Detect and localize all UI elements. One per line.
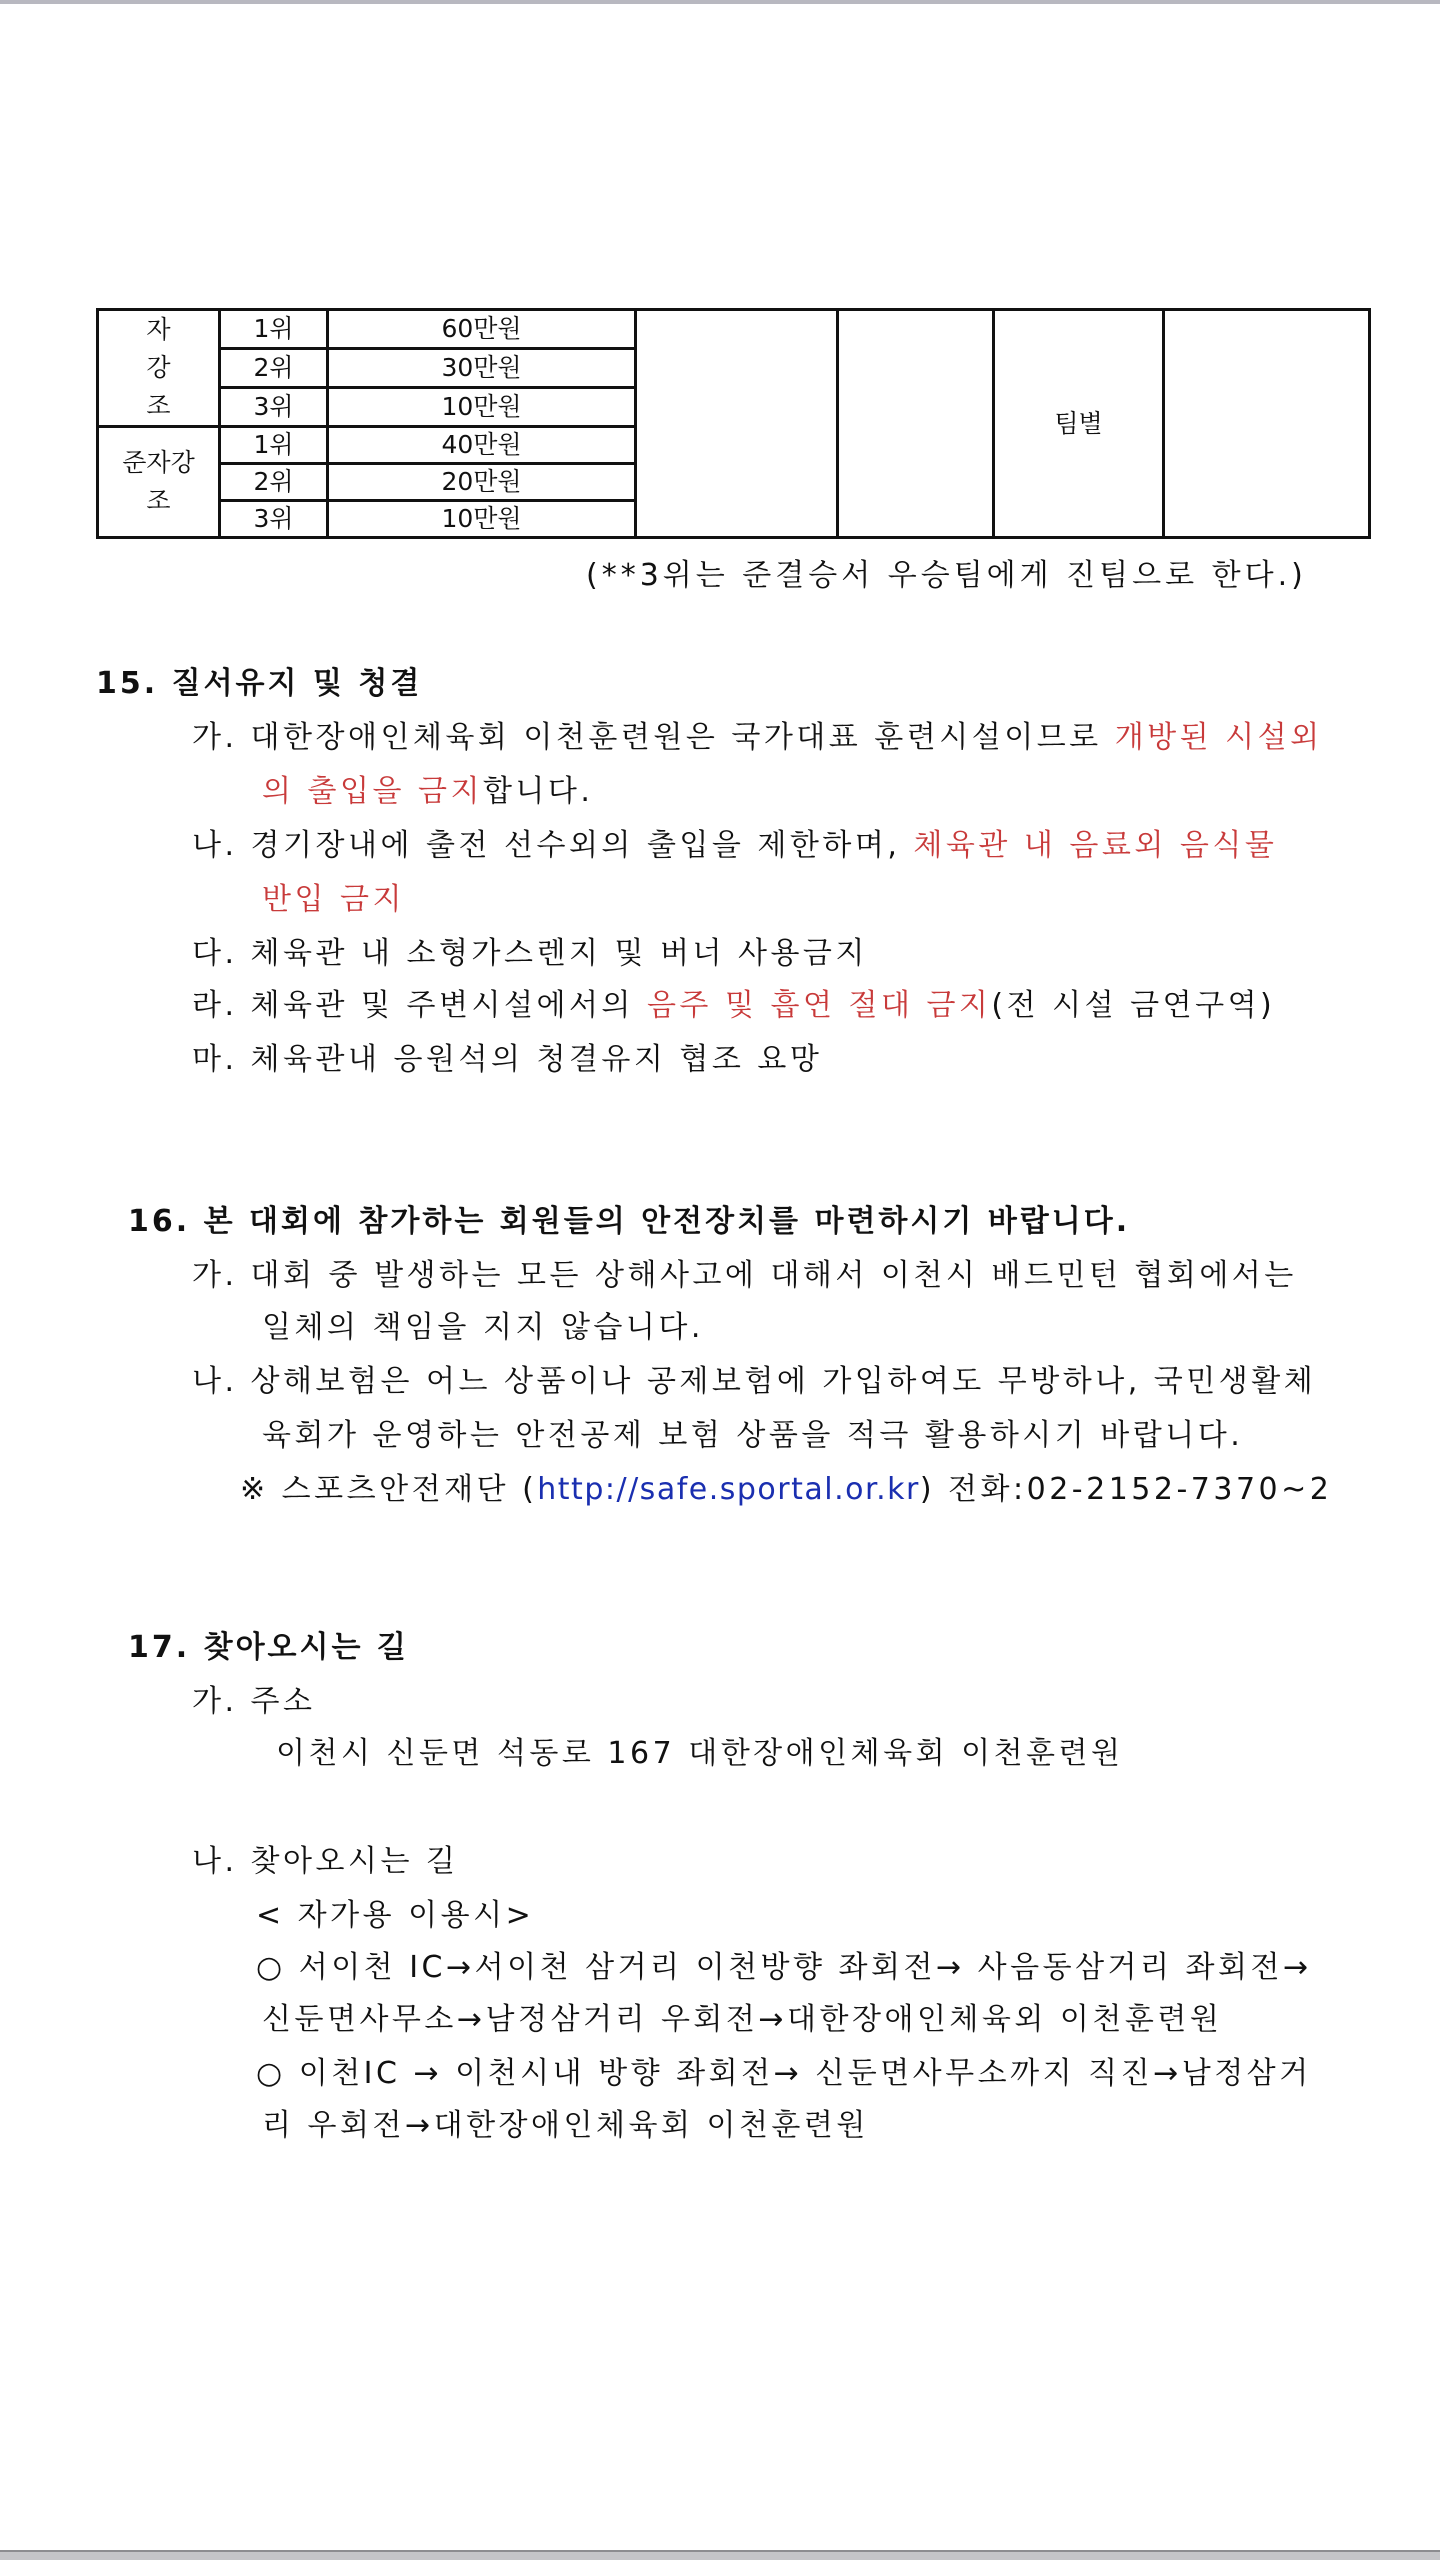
section-16-item-a-line1: 가. 대회 중 발생하는 모든 상해사고에 대해서 이천시 배드민턴 협회에서는 [192, 1258, 1297, 1293]
section-15-item-e: 마. 체육관내 응원석의 청결유지 협조 요망 [192, 1042, 823, 1077]
address-text: 이천시 신둔면 석동로 167 대한장애인체육회 이천훈련원 [276, 1736, 1124, 1771]
route-2-line1: ○ 이천IC → 이천시내 방향 좌회전→ 신둔면사무소까지 직진→남정삼거 [256, 2056, 1312, 2091]
section-15-item-c: 다. 체육관 내 소형가스렌지 및 버너 사용금지 [192, 936, 868, 971]
amount-cell: 60만원 [328, 310, 636, 349]
empty-cell [838, 310, 994, 538]
prize-note: (**3위는 준결승서 우승팀에게 진팀으로 한다.) [586, 558, 1307, 593]
route-2-line2: 리 우회전→대한장애인체육회 이천훈련원 [262, 2108, 869, 2143]
text: ) 전화:02-2152-7370~2 [919, 1472, 1333, 1507]
table-row [98, 310, 1370, 349]
group-label-semi-strong: 준자강 조 [98, 427, 220, 538]
emphasis-text: 개방된 시설외 [1114, 720, 1323, 755]
rank-cell: 1위 [220, 427, 328, 464]
text: 나. 경기장내에 출전 선수외의 출입을 제한하며, [192, 828, 914, 863]
empty-cell [1164, 310, 1370, 538]
rank-cell: 1위 [220, 310, 328, 349]
section-15-item-a-line1 [192, 712, 1323, 756]
text: ※ 스포츠안전재단 ( [240, 1472, 538, 1507]
text: 합니다. [482, 774, 594, 809]
section-17-title: 17. 찾아오시는 길 [128, 1630, 409, 1665]
directions-label: 나. 찾아오시는 길 [192, 1844, 459, 1879]
amount-cell: 10만원 [328, 501, 636, 538]
amount-cell: 30만원 [328, 349, 636, 388]
section-16-item-b-line2: 육회가 운영하는 안전공제 보험 상품을 적극 활용하시기 바랍니다. [262, 1418, 1244, 1453]
section-16-title: 16. 본 대회에 참가하는 회원들의 안전장치를 마련하시기 바랍니다. [128, 1204, 1131, 1239]
section-15-title: 15. 질서유지 및 청결 [96, 666, 423, 701]
amount-cell: 40만원 [328, 427, 636, 464]
section-15-item-b-line2: 반입 금지 [262, 882, 405, 917]
emphasis-text: 의 출입을 금지 [262, 774, 483, 809]
section-15-item-b-line1 [192, 820, 1277, 864]
prize-table [96, 308, 1371, 539]
page-bottom-edge [0, 2550, 1440, 2560]
safety-foundation-reference [240, 1464, 1332, 1508]
rank-cell: 2위 [220, 349, 328, 388]
text: 라. 체육관 및 주변시설에서의 [192, 988, 647, 1023]
empty-cell [636, 310, 838, 538]
page-top-edge [0, 0, 1440, 4]
safety-foundation-link[interactable]: http://safe.sportal.or.kr [537, 1472, 920, 1507]
rank-cell: 2위 [220, 464, 328, 501]
amount-cell: 10만원 [328, 388, 636, 427]
section-15-item-a-line2 [262, 766, 593, 810]
section-16-item-b-line1: 나. 상해보험은 어느 상품이나 공제보험에 가입하여도 무방하나, 국민생활체 [192, 1364, 1317, 1399]
amount-cell: 20만원 [328, 464, 636, 501]
group-label-strong: 자 강 조 [98, 310, 220, 427]
emphasis-text: 음주 및 흡연 절대 금지 [646, 988, 992, 1023]
car-label: < 자가용 이용시> [256, 1898, 535, 1933]
rank-cell: 3위 [220, 388, 328, 427]
address-label: 가. 주소 [192, 1684, 316, 1719]
section-16-item-a-line2: 일체의 책임을 지지 않습니다. [262, 1310, 704, 1345]
route-1-line1: ○ 서이천 IC→서이천 삼거리 이천방향 좌회전→ 사음동삼거리 좌회전→ [256, 1950, 1312, 1985]
route-1-line2: 신둔면사무소→남정삼거리 우회전→대한장애인체육외 이천훈련원 [262, 2002, 1223, 2037]
rank-cell: 3위 [220, 501, 328, 538]
team-cell: 팀별 [994, 310, 1164, 538]
text: (전 시설 금연구역) [991, 988, 1276, 1023]
section-15-item-d [192, 980, 1275, 1024]
text: 가. 대한장애인체육회 이천훈련원은 국가대표 훈련시설이므로 [192, 720, 1115, 755]
emphasis-text: 체육관 내 음료외 음식물 [913, 828, 1278, 863]
